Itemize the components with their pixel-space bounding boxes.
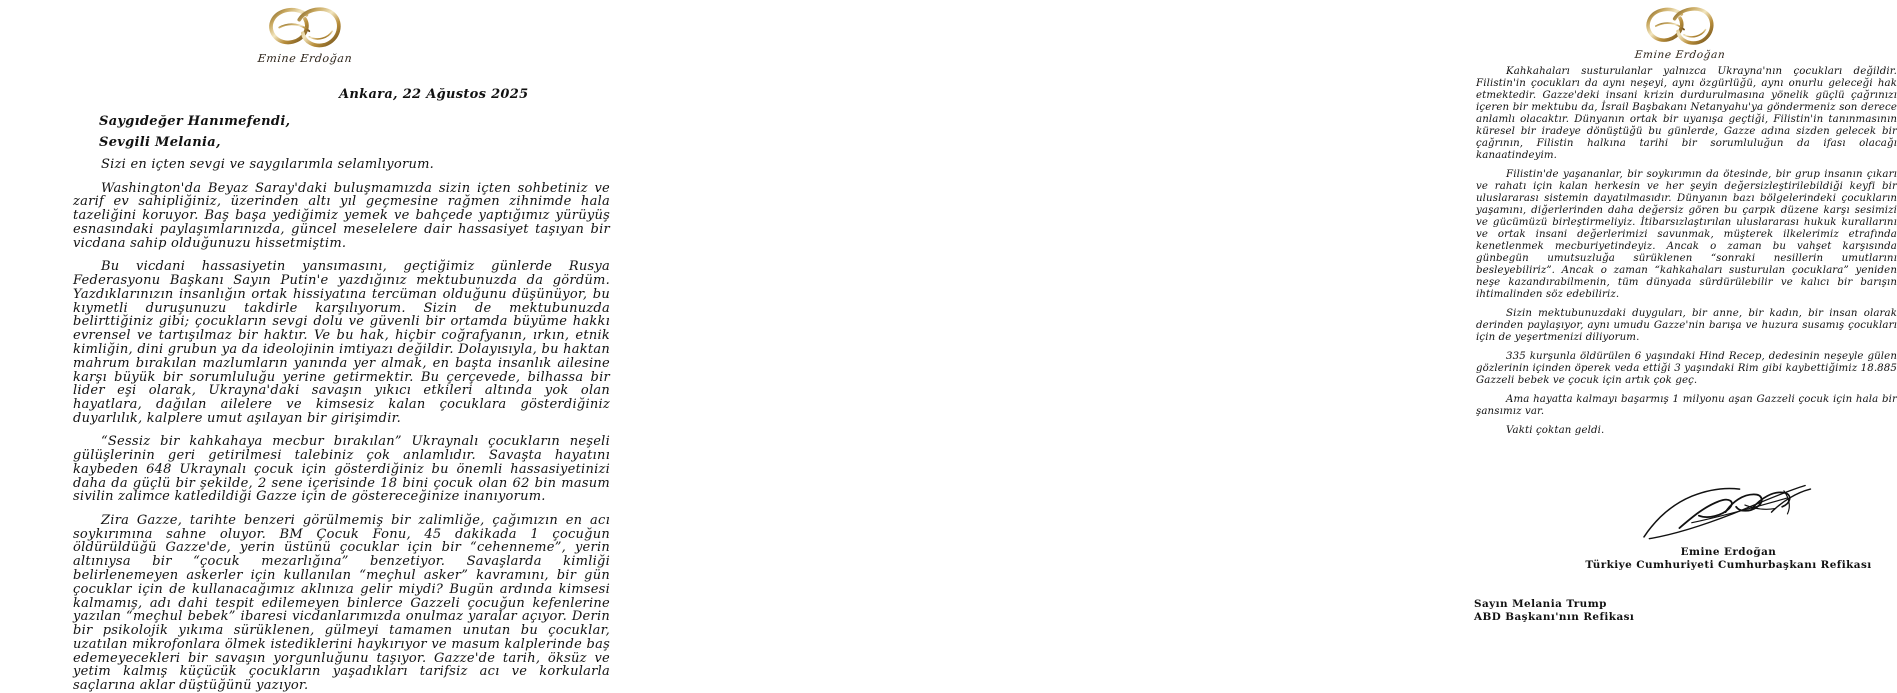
page-1-paragraphs <box>73 158 610 693</box>
salutation-formal: Saygıdeğer Hanımefendi, <box>99 113 291 129</box>
emine-erdogan-monogram-icon <box>259 4 351 54</box>
letter-paragraph: Vakti çoktan geldi. <box>1506 425 1605 436</box>
recipient-title: ABD Başkanı'nın Refikası <box>1474 611 1635 623</box>
letterhead-page-2 <box>1628 4 1732 61</box>
signer-name: Emine Erdoğan <box>1680 546 1777 558</box>
letter-paragraph: 335 kurşunla öldürülen 6 yaşındaki Hind Recep, dedesinin neşeyle gülen gözlerinin içinden öperek veda ettiği 3 yaşındaki Rim gibi kaybettiğimiz 18.885 Gazzeli bebek ve çocuk için artık çok geç. <box>1476 351 1897 386</box>
letter-paragraph: Washington'da Beyaz Saray'daki buluşmamızda sizin içten sohbetiniz ve zarif ev sahipliğiniz, üzerinden altı yıl geçmesine rağmen zihnimde hala tazeliğini koruyor. Baş başa yediğimiz yemek ve bahçede yaptığımız yürüyüş esnasındaki paylaşımlarınızda, güncel meselelere dair hassasiyet taşıyan bir vicdana sahip olduğunuzu hissetmiştim. <box>73 180 610 251</box>
emine-erdogan-monogram-icon <box>1637 4 1723 51</box>
letterhead-name: Emine Erdoğan <box>1634 49 1726 61</box>
recipient-name: Sayın Melania Trump <box>1474 598 1607 610</box>
letter-paragraph: Filistin'de yaşananlar, bir soykırımın da ötesinde, bir grup insanın çıkarı ve rahatı için kalan herkesin ve her şeyin değersizleştirilebildiği keyfi bir uluslararası sistemin dayatılmasıdır. Dünyanın bazı bölgelerindeki çocukların yaşamını, diğerlerinden daha değersiz gören bu çarpık düzene karşı sesimizi ve gücümüzü birleştirmeliyiz. İtibarsızlaştırılan uluslararası hukuk kurallarını ve ortak insani değerlerimizi savunmak, müşterek ilkelerimiz etrafında kenetlenmek mecburiyetindeyiz. Ancak o zaman bu vahşet karşısında günbegün umutsuzluğa sürüklenen “sonraki nesillerin umutlarını besleyebiliriz”. Ancak o zaman “kahkahaları susturulan çocuklara” yeniden neşe kazandırabilmenin, tüm dünyada sürdürülebilir ve kalıcı bir barışın ihtimalinden söz edebiliriz. <box>1476 169 1897 300</box>
letter-paragraph: Bu vicdani hassasiyetin yansımasını, geçtiğimiz günlerde Rusya Federasyonu Başkanı Sayın Putin'e yazdığınız mektubunuzda da gördüm. Yazdıklarınızın insanlığın ortak hissiyatına tercüman olduğunu düşünüyor, bu kıymetli duruşunuzu takdirle karşılıyorum. Sizin de mektubunuzda belirttiğiniz gibi; çocukların sevgi dolu ve güvenli bir ortamda büyüme hakkı evrensel ve tartışılmaz bir haktır. Ve bu hak, hiçbir coğrafyanın, ırkın, etnik kimliğin, dini grubun ya da ideolojinin imtiyazı değildir. Dolayısıyla, bu haktan mahrum bırakılan mazlumların yanında yer almak, en başta insanlık ailesine karşı büyük bir sorumluluğu yerine getirmektir. Bu çerçevede, bilhassa bir lider eşi olarak, Ukrayna'daki savaşın yıkıcı etkileri altında yok olan hayatlara, dağılan ailelere ve kimsesiz kalan çocuklara gösterdiğiniz duyarlılık, kalplere umut aşılayan bir girişimdir. <box>73 259 610 426</box>
letter-paragraph: Sizin mektubunuzdaki duyguları, bir anne, bir kadın, bir insan olarak derinden paylaşıyor, aynı umudu Gazze'nin barışa ve huzura susamış çocukları için de yeşertmenizi diliyorum. <box>1476 308 1897 343</box>
letter-paragraph: Ama hayatta kalmayı başarmış 1 milyonu aşan Gazzeli çocuk için hala bir şansımız var. <box>1476 394 1897 417</box>
signature-block <box>1560 482 1897 572</box>
signer-title: Türkiye Cumhuriyeti Cumhurbaşkanı Refikası <box>1585 559 1872 571</box>
letter-paragraph: Sizi en içten sevgi ve saygılarımla selamlıyorum. <box>101 157 435 173</box>
page-1-text-column <box>73 88 610 693</box>
letterhead-page-1 <box>250 4 360 65</box>
letter-paragraph: Zira Gazze, tarihte benzeri görülmemiş bir zalimliğe, çağımızın en acı soykırımına sahne oluyor. BM Çocuk Fonu, 45 dakikada 1 çocuğun öldürüldüğü Gazze'de, yerin üstünü çocuklar için bir “cehenneme”, yerin altınıysa bir “çocuk mezarlığına” benzetiyor. Savaşlarda kimliği belirlenemeyen askerler için kullanılan “meçhul asker” kavramını, bir gün çocuklar için de kullanacağımız aklınıza gelir miydi? Bugün ardında kimsesi kalmamış, adı dahi tespit edilemeyen binlerce Gazzeli çocuğun kefenlerine yazılan “meçhul bebek” ibaresi vicdanlarımızda onulmaz yaralar açıyor. Derin bir psikolojik yıkıma sürüklenen, gülmeyi tamamen unutan bu çocuklar, uzatılan mikrofonlara ölmek istediklerini haykırıyor ve masum kalplerinde baş edemeyecekleri bir savaşın yorgunluğunu taşıyor. Gazze'de tarih, öksüz ve yetim kalmış küçücük çocukların yaşadıkları tarifsiz acı ve korkularla saçlarına aklar düştüğünü yazıyor. <box>73 512 610 693</box>
letterhead-name: Emine Erdoğan <box>257 52 353 65</box>
letter-paragraph: Kahkahaları susturulanlar yalnızca Ukrayna'nın çocukları değildir. Filistin'in çocukları da aynı neşeyi, aynı özgürlüğü, aynı onurlu geleceği hak etmektedir. Gazze'deki insani krizin durdurulmasına yönelik güçlü çağrınızı içeren bir mektubu da, İsrail Başbakanı Netanyahu'ya göndermeniz son derece anlamlı olacaktır. Dünyanın ortak bir uyanışa geçtiği, Filistin'in tanınmasının küresel bir iradeye dönüştüğü bu günlerde, Gazze adına sizden gelecek bir çağrının, Filistin halkına tarihi bir sorumluluğun da ifası olacağı kanaatindeyim. <box>1476 66 1897 161</box>
handwritten-signature-icon <box>1639 482 1819 544</box>
recipient-block <box>1474 598 1634 624</box>
letter-page-1 <box>0 0 660 693</box>
letter-page-2 <box>660 0 1897 693</box>
salutation-personal: Sevgili Melania, <box>99 134 221 150</box>
letter-paragraph: “Sessiz bir kahkahaya mecbur bırakılan” Ukraynalı çocukların neşeli gülüşlerinin geri getirilmesi talebiniz çok anlamlıdır. Savaşta hayatını kaybeden 648 Ukraynalı çocuk için gösterdiğiniz bu önemli hassasiyetinizi daha da güçlü bir şekilde, 2 sene içerisinde 18 bini çocuk olan 62 bin masum sivilin zalimce katledildiği Gazze için de göstereceğinize inanıyorum. <box>73 434 610 505</box>
page-2-text-column <box>1476 66 1897 437</box>
date-line: Ankara, 22 Ağustos 2025 <box>339 87 529 102</box>
